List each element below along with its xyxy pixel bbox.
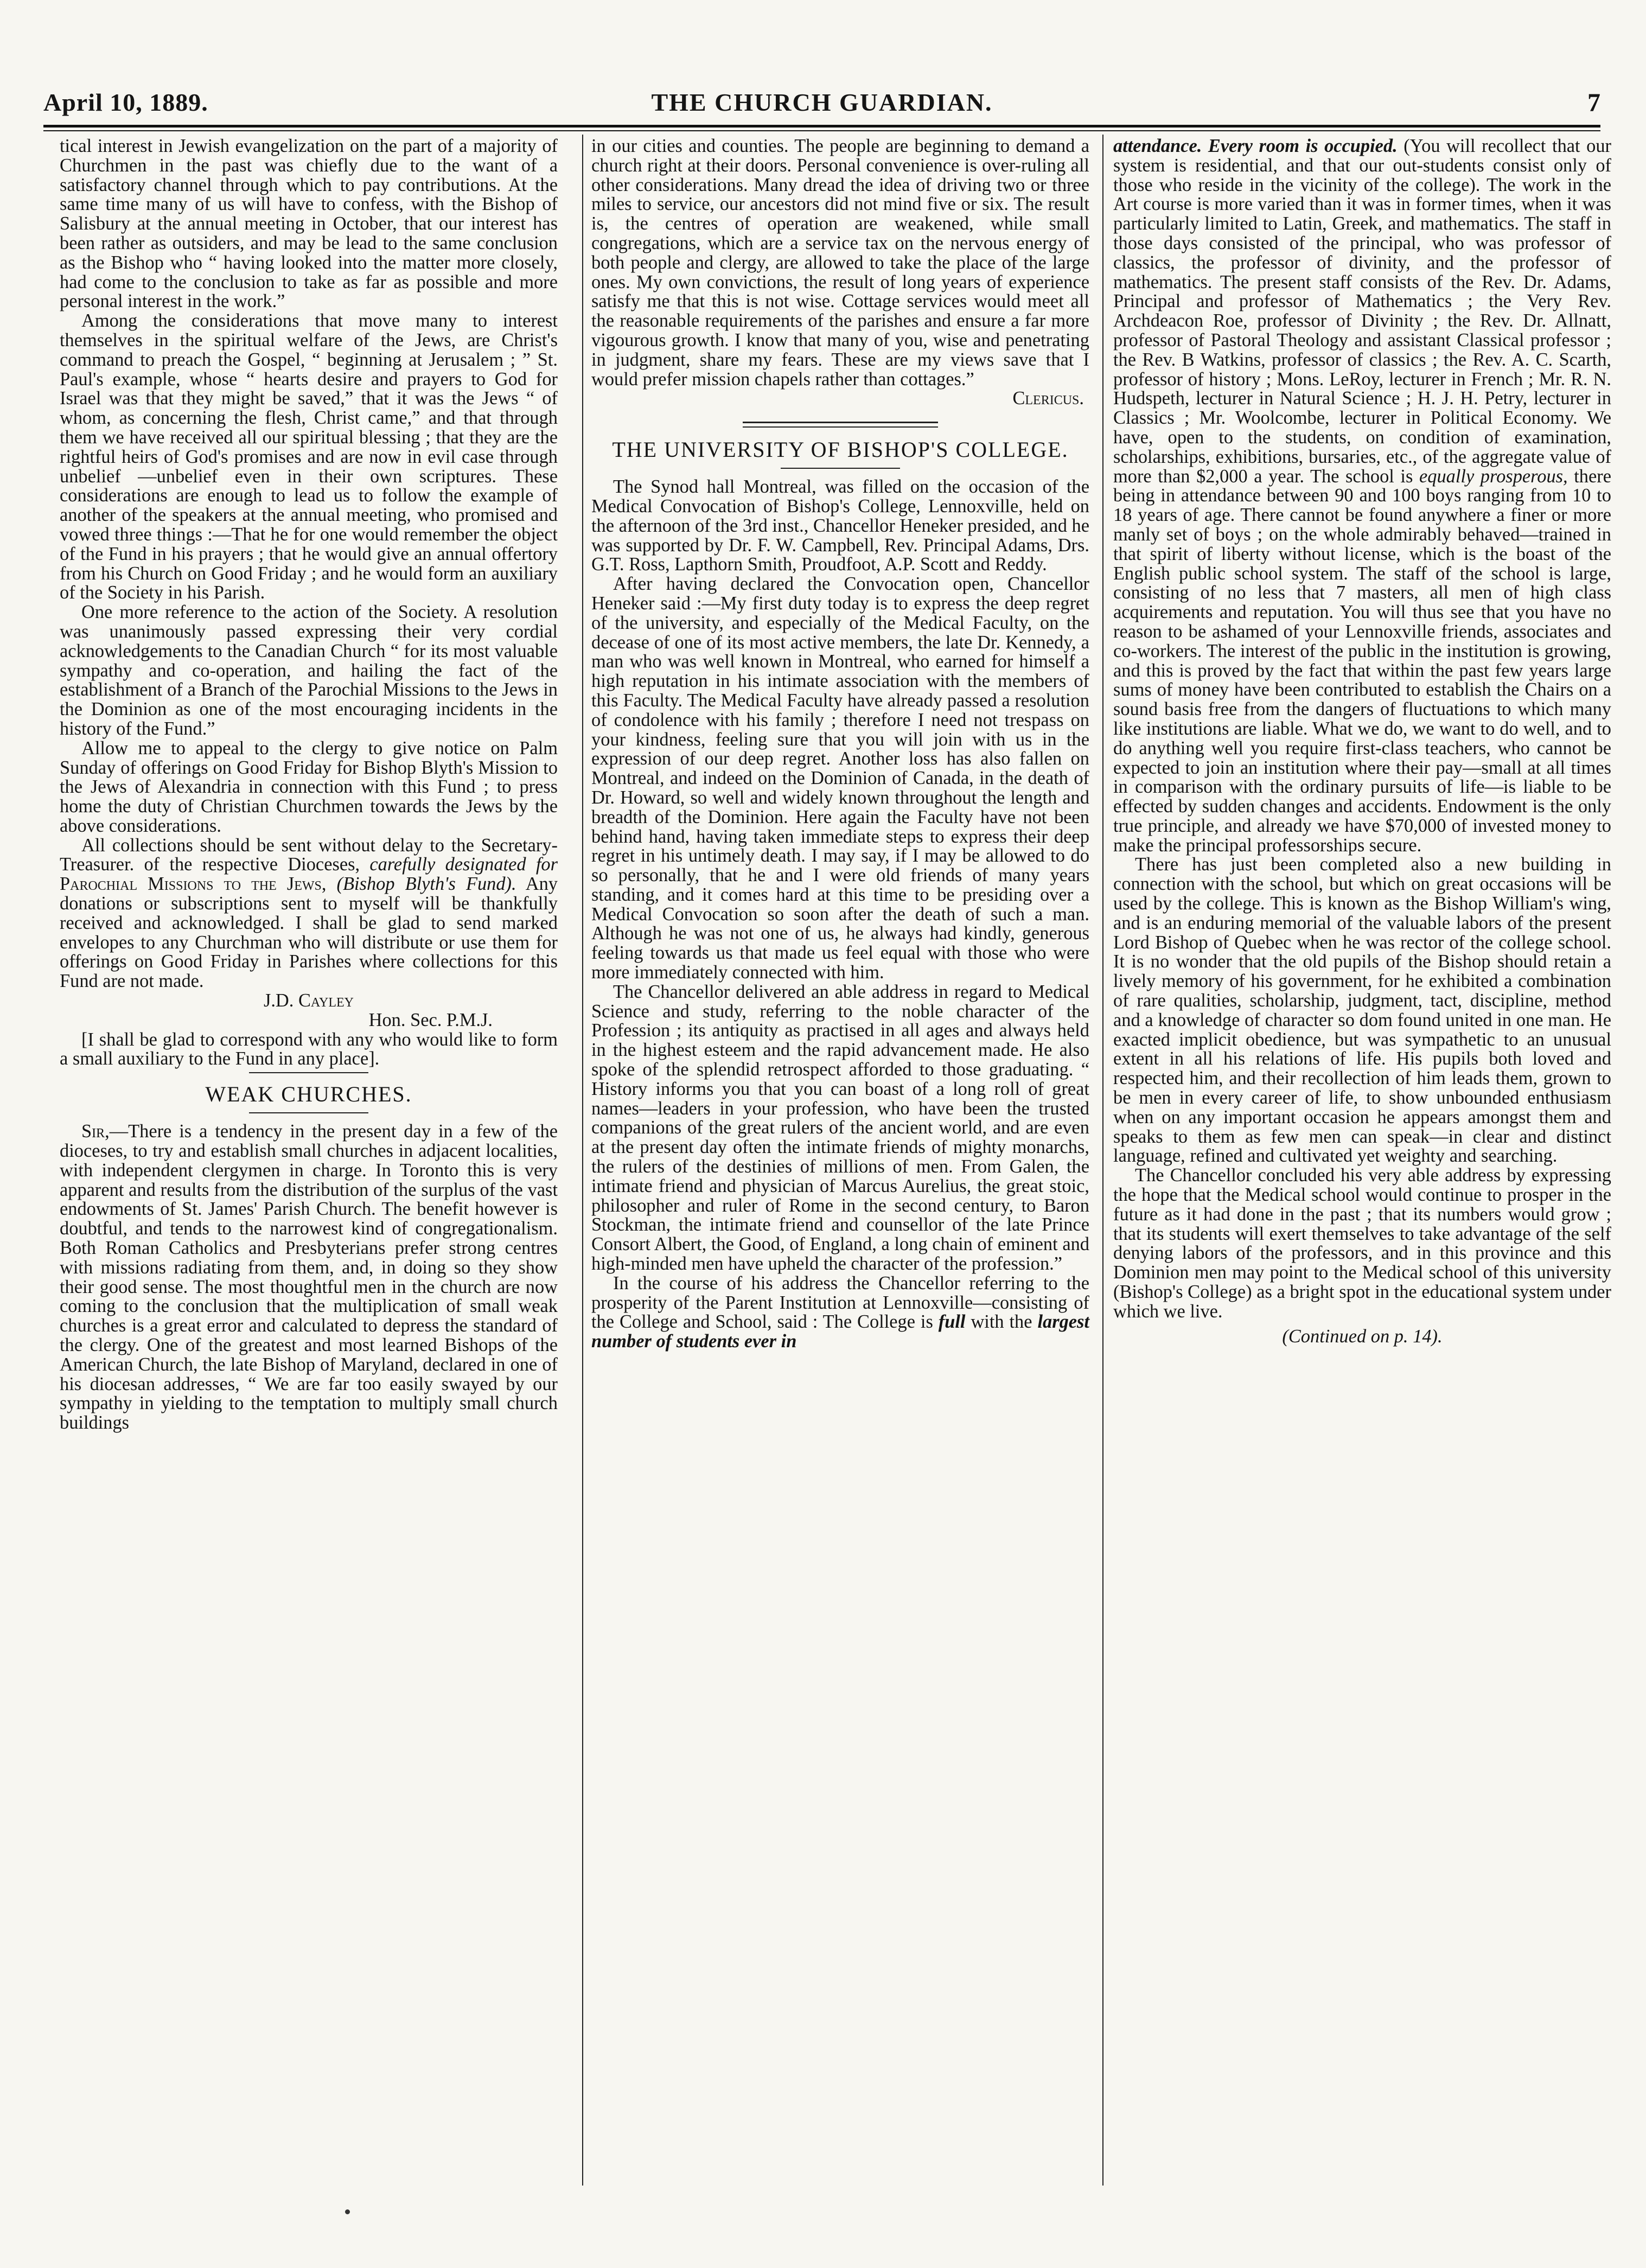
page-number: 7 (1587, 88, 1600, 117)
paragraph: tical interest in Jewish evangelization on the part of a majority of Churchmen in the past was chiefly due to the want of a satisfactory channel through which to pay contributions. At the same time many of us will have to confess, with the Bishop of Salisbury at the annual meeting in October, that our interest has been rather as outsiders, and may be lead to the same conclusion as the Bishop who “ having looked into the matter more closely, had come to the conclusion to take as far as possible and more personal interest in the work.” (60, 136, 558, 312)
section-heading: WEAK CHURCHES. (205, 1082, 412, 1107)
ink-dot (345, 2209, 350, 2214)
masthead (43, 88, 1600, 123)
section-heading: THE UNIVERSITY OF BISHOP'S COLLEGE. (612, 437, 1069, 462)
paragraph: One more reference to the action of the Society. A resolution was unanimously passed expressing their very cordial acknowledgements to the Canadian Church “ for its most valuable sympathy and co-operation, and hailing the fact of the establishment of a Branch of the Parochial Missions to the Jews in the Dominion as one of the most encouraging incidents in the history of the Fund.” (60, 602, 558, 739)
paragraph: The Chancellor concluded his very able address by expressing the hope that the Medical school would continue to prosper in the future as it had done in the past ; that its numbers would grow ; that its students will exert themselves to take advantage of the self denying labors of the professors, and in this province and this Dominion men may point to the Medical school of this university (Bishop's College) as a bright spot in the educational system under which we live. (1113, 1165, 1611, 1322)
column-1 (60, 137, 558, 1433)
column-divider (582, 135, 583, 2186)
newspaper-title: THE CHURCH GUARDIAN. (651, 88, 993, 116)
column-3 (1113, 137, 1611, 1346)
paragraph: The Synod hall Montreal, was filled on the occasion of the Medical Convocation of Bishop's College, Lennoxville, held on the afternoon of the 3rd inst., Chancellor Heneker presided, and he was supported by Dr. F. W. Campbell, Rev. Principal Adams, Drs. G.T. Ross, Lapthorn Smith, Proudfoot, A.P. Scott and Reddy. (591, 476, 1089, 575)
masthead-rule (43, 125, 1600, 128)
paragraph: All collections should be sent without delay to the Secretary-Treasurer. of the respective Dioceses, carefully designated for Parochial Missions to the Jews, (Bishop Blyth's Fund). Any donations or subscriptions sent to myself will be thankfully received and acknowledged. I shall be glad to send marked envelopes to any Churchman who will distribute or use them for offerings on Good Friday in Parishes where collections for this Fund are not made. (60, 834, 558, 992)
paragraph: Sir,—There is a tendency in the present day in a few of the dioceses, to try and establish small churches in adjacent localities, with independent clergymen in charge. In Toronto this is very apparent and results from the distribution of the surplus of the vast endowments of St. James' Parish Church. The benefit however is doubtful, and tends to the narrowest kind of congregationalism. Both Roman Catholics and Presbyterians prefer strong centres with missions radiating from them, and, in doing so they show their good sense. The most thoughtful men in the church are now coming to the conclusion that the multiplication of small weak churches is a great error and calculated to depress the standard of the clergy. One of the greatest and most learned Bishops of the American Church, the late Bishop of Maryland, declared in one of his diocesan addresses, “ We are far too easily swayed by our sympathy in yielding to the temptation to multiply small church buildings (60, 1121, 558, 1434)
section-divider (249, 1112, 368, 1113)
signature-name: J.D. Cayley (263, 990, 354, 1011)
paragraph: In the course of his address the Chancellor referring to the prosperity of the Parent Institution at Lennoxville—consisting of the College and School, said : The College is full with the largest number of students ever in (591, 1272, 1090, 1352)
signature-title: Hon. Sec. P.M.J. (368, 1009, 493, 1030)
issue-date: April 10, 1889. (43, 88, 208, 116)
paragraph: Among the considerations that move many to interest themselves in the spiritual welfare of the Jews, are Christ's command to preach the Gospel, “ beginning at Jerusalem ; ” St. Paul's example, whose “ hearts desire and prayers to God for Israel was that they might be saved,” that it was the Jews “ of whom, as concerning the flesh, Christ came,” and that through them we have received all our spiritual blessing ; that they are the rightful heirs of God's promises and are now in evil case through unbelief —unbelief even in their own scriptures. These considerations are enough to lead us to follow the example of another of the speakers at the annual meeting, who promised and vowed three things :—That he for one would remember the object of the Fund in his prayers ; that he would give an annual offertory from his Church on Good Friday ; and he would form an auxiliary of the Society in his Parish. (60, 310, 558, 603)
paragraph: attendance. Every room is occupied. (You will recollect that our system is residential, and that our out-students consist only of those who reside in the vicinity of the college). The work in the Art course is more varied than it was in former times, when it was particularly limited to Latin, Greek, and mathematics. The staff in those days consisted of the principal, who was professor of classics, the professor of divinity, and the professor of mathematics. The present staff consists of the Rev. Dr. Adams, Principal and professor of Mathematics ; the Very Rev. Archdeacon Roe, professor of Divinity ; the Rev. Dr. Allnatt, professor of Pastoral Theology and assistant Classical professor ; the Rev. B Watkins, professor of classics ; the Rev. A. C. Scarth, professor of history ; Mons. LeRoy, lecturer in French ; Mr. R. N. Hudspeth, lecturer in Natural Science ; H. J. H. Petry, lecturer in Classics ; Mr. Woolcombe, lecturer in Political Economy. We have, open to the students, on condition of examination, scholarships, exhibitions, bursaries, etc., of the aggregate value of more than $2,000 a year. The school is equally prosperous, there being in attendance between 90 and 100 boys ranging from 10 to 18 years of age. There cannot be found anywhere a finer or more manly set of boys ; on the whole admirably behaved—trained in that spirit of liberty without license, which is the boast of the English public school system. The staff of the school is large, consisting of no less that 7 masters, all men of high class acquirements and reputation. You will thus see that you have no reason to be ashamed of your Lennoxville friends, associates and co-workers. The interest of the public in the institution is growing, and this is proved by the fact that within the past few years large sums of money have been contributed to establish the Chairs on a sound basis free from the dangers of fluctuations to which many like institutions are liable. What we do, we want to do well, and to do anything well you require first-class teachers, who cannot be expected to join an institution where their pay—small at all times in comparison with the ordinary pursuits of life—is liable to be effected by sudden changes and accidents. Endowment is the only true principle, and already we have $70,000 of invested money to make the principal professorships secure. (1113, 136, 1611, 856)
paragraph: in our cities and counties. The people are beginning to demand a church right at their doors. Personal convenience is over-ruling all other considerations. Many dread the idea of driving two or three miles to service, our ancestors did not mind five or six. The result is, the centres of operation are weakened, while small congregations, which are a service tax on the nervous energy of both people and clergy, are allowed to take the place of the large ones. My own convictions, the result of long years of experience satisfy me that this is not wise. Cottage services would meet all the reasonable requirements of the parishes and ensure a far more vigourous growth. I know that many of you, wise and penetrating in judgment, share my fears. These are my views save that I would prefer mission chapels rather than cottages.” (591, 136, 1089, 390)
section-divider (249, 1072, 368, 1073)
section-divider (743, 422, 938, 428)
section-divider (781, 468, 900, 469)
paragraph: There has just been completed also a new building in connection with the school, but which on great occasions will be used by the college. This is known as the Bishop William's wing, and is an enduring memorial of the valuable labors of the present Lord Bishop of Quebec when he was rector of the college school. It is no wonder that the old pupils of the Bishop should retain a lively memory of his government, for he exhibited a combination of rare qualities, scholarship, judgment, tact, discipline, method and a knowledge of character so dom found united in one man. He exacted implicit obedience, but was sympathetic to an unusual extent in all his relations of life. His pupils both loved and respected him, and their recollection of him leads them, grown to be men in every career of life, to show unbounded enthusiasm when on any important occasion he appears amongst them and speaks to them as few men can speak—in clear and distinct language, refined and cultivated yet weighty and searching. (1113, 854, 1611, 1167)
paragraph: After having declared the Convocation open, Chancellor Heneker said :—My first duty today is to express the deep regret of the university, and especially of the Medical Faculty, on the decease of one of its most active members, the late Dr. Kennedy, a man who was well known in Montreal, who earned for himself a high reputation in his intimate association with the members of this Faculty. The Medical Faculty have already passed a resolution of condolence with his family ; therefore I need not trespass on your kindness, feeling sure that you will join with us in the expression of our deep regret. Another loss has also fallen on Montreal, and indeed on the Dominion of Canada, in the death of Dr. Howard, so well and widely known throughout the length and breadth of the Dominion. Here again the Faculty have not been behind hand, having taken immediate steps to express their deep regret in his untimely death. I may say, if I may be allowed to do so personally, that he and I were old friends of many years standing, and it comes hard at this time to be presiding over a Medical Convocation so soon after the death of such a man. Although he was not one of us, he always had kindly, generous feeling towards us that made us feel equal with those who were more immediately connected with him. (591, 574, 1089, 983)
masthead-rule-thin (43, 130, 1600, 131)
paragraph: The Chancellor delivered an able address in regard to Medical Science and study, referring to the noble character of the Profession ; its antiquity as practised in all ages and always held in the highest esteem and the rapid advancement made. He also spoke of the splendid retrospect afforded to those graduating. “ History informs you that you can boast of a long roll of great names—leaders in your profession, who have been the trusted companions of the great rulers of the ancient world, and are even at the present day often the intimate friends of mighty monarchs, the rulers of the destinies of millions of men. From Galen, the intimate friend and physician of Marcus Aurelius, the great stoic, philosopher and ruler of Rome in the second century, to Baron Stockman, the intimate friend and counsellor of the late Prince Consort Albert, the Good, of England, a long chain of eminent and high-minded men have upheld the character of the profession.” (591, 981, 1089, 1275)
paragraph: [I shall be glad to correspond with any who would like to form a small auxiliary to the Fund in any place]. (60, 1029, 558, 1069)
paragraph: Allow me to appeal to the clergy to give notice on Palm Sunday of offerings on Good Friday for Bishop Blyth's Mission to the Jews of Alexandria in connection with this Fund ; to press home the duty of Christian Churchmen towards the Jews by the above considerations. (60, 737, 558, 836)
column-2 (591, 137, 1089, 1352)
column-divider (1102, 135, 1103, 2186)
continued-note: (Continued on p. 14). (1282, 1326, 1443, 1347)
signature: Clericus. (1012, 388, 1084, 409)
